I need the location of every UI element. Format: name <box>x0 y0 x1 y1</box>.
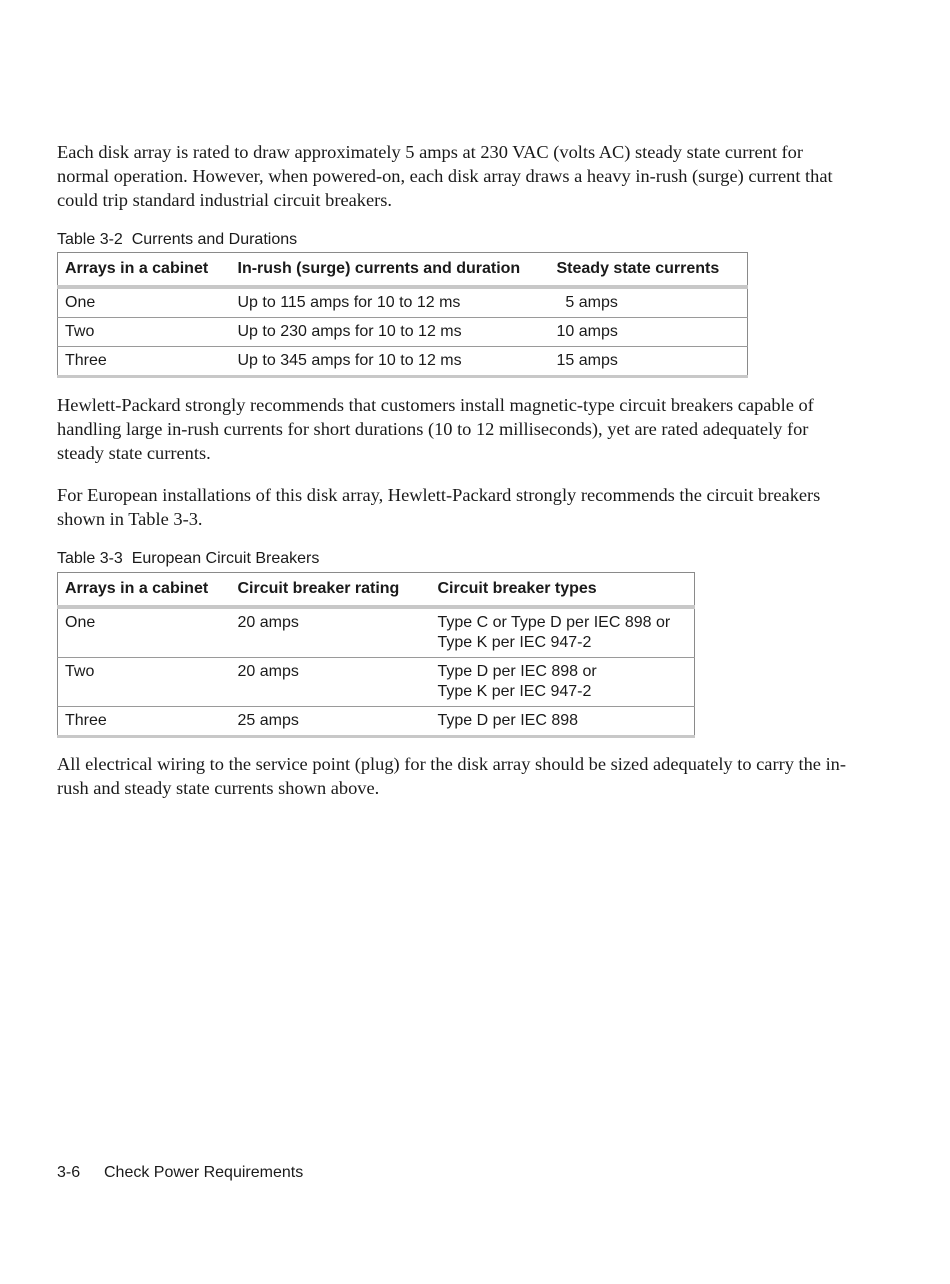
table-header-row <box>58 253 748 288</box>
table-cell <box>431 658 695 707</box>
table-cell: One <box>58 287 231 318</box>
recommendation-paragraph: Hewlett-Packard strongly recommends that customers install magnetic-type circuit breakers capable of handling large in-rush currents for short durations (10 to 12 milliseconds), yet are rated adequately for steady state currents. <box>57 395 814 463</box>
table-cell: Three <box>58 347 231 377</box>
column-header: In-rush (surge) currents and duration <box>231 253 550 288</box>
table-cell: Up to 345 amps for 10 to 12 ms <box>231 347 550 377</box>
table-row <box>58 287 748 318</box>
table-cell: Two <box>58 658 231 707</box>
table-caption-currents: Table 3-2 Currents and Durations <box>57 231 298 248</box>
breaker-type-line: Type D per IEC 898 or <box>437 663 597 680</box>
currents-durations-table <box>57 252 748 378</box>
table-cell: Up to 115 amps for 10 to 12 ms <box>231 287 550 318</box>
wiring-paragraph: All electrical wiring to the service point (plug) for the disk array should be sized adequately to carry the in-rush and steady state currents shown above. <box>57 754 846 798</box>
table-cell <box>431 607 695 658</box>
table-header-row <box>58 573 695 608</box>
page-footer <box>57 1163 303 1183</box>
table-cell: 10 amps <box>550 318 748 347</box>
table-row <box>58 347 748 377</box>
european-breakers-table <box>57 572 695 738</box>
column-header: Arrays in a cabinet <box>58 573 231 608</box>
column-header: Circuit breaker rating <box>231 573 431 608</box>
table-cell: Three <box>58 707 231 737</box>
intro-paragraph: Each disk array is rated to draw approximately 5 amps at 230 VAC (volts AC) steady state current for normal operation. However, when powered-on, each disk array draws a heavy in-rush (surge) current that could trip standard industrial circuit breakers. <box>57 142 833 210</box>
european-paragraph: For European installations of this disk array, Hewlett-Packard strongly recommends the circuit breakers shown in Table 3-3. <box>57 485 821 529</box>
table-caption-breakers: Table 3-3 European Circuit Breakers <box>57 550 320 567</box>
table-cell: One <box>58 607 231 658</box>
table-row <box>58 658 695 707</box>
table-cell: 20 amps <box>231 658 431 707</box>
table-cell: 25 amps <box>231 707 431 737</box>
table-cell: Up to 230 amps for 10 to 12 ms <box>231 318 550 347</box>
table-cell: 5 amps <box>550 287 748 318</box>
table-row <box>58 318 748 347</box>
section-title: Check Power Requirements <box>104 1164 304 1181</box>
page-number: 3-6 <box>57 1164 81 1181</box>
breaker-type-line: Type C or Type D per IEC 898 or <box>437 614 671 631</box>
breaker-type-line: Type K per IEC 947-2 <box>437 683 592 700</box>
column-header: Steady state currents <box>550 253 748 288</box>
table-row <box>58 607 695 658</box>
column-header: Arrays in a cabinet <box>58 253 231 288</box>
table-cell: Two <box>58 318 231 347</box>
column-header: Circuit breaker types <box>431 573 695 608</box>
table-cell: Type D per IEC 898 <box>431 707 695 737</box>
table-cell: 20 amps <box>231 607 431 658</box>
table-cell: 15 amps <box>550 347 748 377</box>
breaker-type-line: Type K per IEC 947-2 <box>437 634 592 651</box>
table-row <box>58 707 695 737</box>
